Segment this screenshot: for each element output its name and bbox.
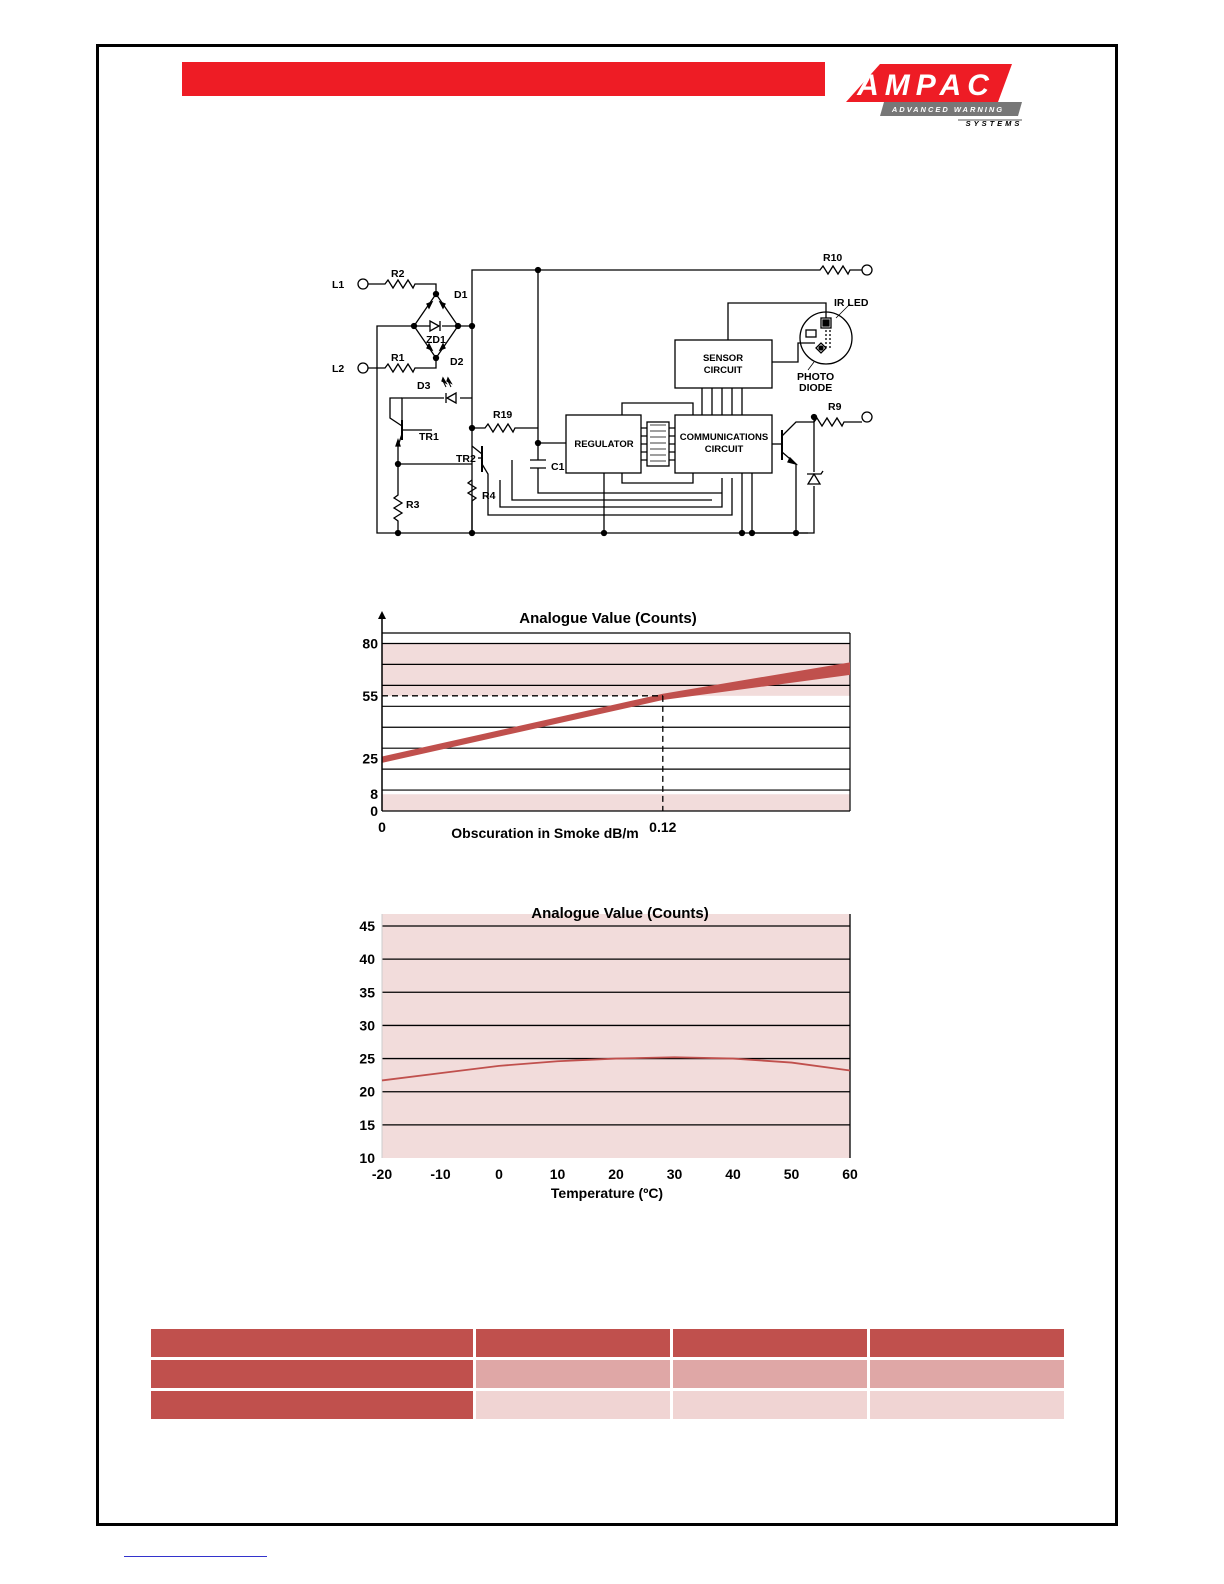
comms-label-2: CIRCUIT (704, 444, 744, 455)
chart1-y-tick-label: 80 (362, 635, 378, 652)
chart1-shaded-band (382, 643, 850, 695)
resistor-r19 (472, 424, 538, 432)
label-r2: R2 (391, 268, 405, 280)
table-cell (673, 1360, 867, 1388)
label-r1: R1 (391, 352, 405, 364)
output-transistor (782, 452, 796, 533)
footer-link-underline[interactable] (124, 1556, 267, 1557)
chart2-y-tick-label: 45 (359, 918, 375, 934)
chart1-y-axis-arrow (378, 611, 386, 619)
logo-tagline-2: SYSTEMS (965, 119, 1023, 128)
chart2-x-tick-label: 0 (495, 1166, 503, 1182)
terminal-r9 (862, 412, 872, 422)
chart2-shaded-area (382, 914, 850, 1158)
logo-brand-text: AMPAC (857, 69, 995, 102)
label-d1: D1 (454, 289, 468, 301)
obscuration-chart (350, 605, 860, 850)
chart1-xlabel: Obscuration in Smoke dB/m (451, 825, 639, 841)
chart1-y-tick-label: 55 (362, 687, 378, 704)
table-cell (870, 1360, 1064, 1388)
label-d2: D2 (450, 356, 464, 368)
table-cell (476, 1360, 670, 1388)
label-tr1: TR1 (419, 431, 439, 443)
table-header-row (151, 1329, 1064, 1357)
ampac-logo (840, 64, 1030, 130)
chart2-y-tick-label: 10 (359, 1150, 375, 1166)
data-table (148, 1326, 1067, 1422)
chart2-x-tick-label: 30 (666, 1166, 683, 1182)
label-l1: L1 (332, 279, 345, 291)
label-r9: R9 (828, 401, 842, 413)
chart2-x-tick-label: 50 (783, 1166, 800, 1182)
header-red-bar (182, 62, 825, 96)
terminal-r10 (862, 265, 872, 275)
chart2-y-tick-label: 30 (359, 1017, 375, 1034)
chart2-y-tick-label: 35 (359, 984, 375, 1001)
table-cell (151, 1360, 473, 1388)
comms-label-1: COMMUNICATIONS (679, 432, 769, 443)
table-cell (151, 1391, 473, 1419)
label-c1: C1 (551, 461, 565, 473)
chart2-x-tick-label: -20 (371, 1166, 393, 1182)
circuit-diagram (330, 250, 890, 540)
chart1-x-tick-label: 0.12 (649, 819, 677, 835)
label-diode: DIODE (799, 382, 833, 394)
label-d3: D3 (417, 380, 431, 392)
resistor-r2 (368, 280, 436, 294)
table-cell (151, 1329, 473, 1357)
regulator-label: REGULATOR (574, 439, 634, 450)
table-cell (673, 1391, 867, 1419)
resistor-r3 (394, 464, 402, 533)
label-tr2: TR2 (456, 453, 476, 465)
chart2-y-tick-label: 20 (359, 1083, 375, 1100)
chart2-y-tick-label: 40 (359, 951, 375, 968)
connector-block (647, 422, 669, 466)
label-r10: R10 (823, 252, 843, 264)
diode-d3 (402, 398, 472, 422)
chart1-x-tick-label: 0 (378, 819, 386, 835)
chart1-y-tick-label: 8 (370, 786, 378, 803)
sensor-label-1: SENSOR (702, 353, 744, 364)
label-l2: L2 (332, 363, 345, 375)
chart2-y-tick-label: 25 (359, 1050, 375, 1067)
sensor-block (675, 340, 772, 388)
chart2-x-tick-label: -10 (430, 1166, 451, 1182)
chart1-shaded-band (382, 794, 850, 811)
chart2-y-tick-label: 15 (359, 1116, 375, 1133)
label-zd1: ZD1 (426, 334, 446, 346)
table-cell (870, 1329, 1064, 1357)
chart2-x-tick-label: 40 (725, 1166, 741, 1182)
table-cell (870, 1391, 1064, 1419)
terminal-l1 (358, 279, 368, 289)
sensor-label-2: CIRCUIT (703, 365, 743, 376)
table-cell (476, 1391, 670, 1419)
label-photo: PHOTO (797, 371, 835, 383)
table-cell (476, 1329, 670, 1357)
chart2-xlabel: Temperature (ºC) (550, 1185, 664, 1201)
temperature-chart (350, 900, 860, 1205)
label-ir-led: IR LED (834, 297, 869, 309)
label-r3: R3 (406, 499, 420, 511)
logo-tagline-1: ADVANCED WARNING (891, 105, 1005, 114)
chart1-y-tick-label: 25 (362, 750, 378, 767)
table-row (151, 1391, 1064, 1419)
positive-rail-r10 (458, 266, 862, 326)
label-r4: R4 (482, 490, 496, 502)
label-r19: R19 (493, 409, 513, 421)
chart1-title: Analogue Value (Counts) (519, 610, 697, 627)
chart2-x-tick-label: 10 (549, 1166, 566, 1182)
table-row (151, 1360, 1064, 1388)
terminal-l2 (358, 363, 368, 373)
resistor-r9 (782, 418, 862, 436)
table-cell (673, 1329, 867, 1357)
chart1-y-tick-label: 0 (370, 803, 378, 819)
transistor-tr1 (390, 398, 402, 426)
chart2-x-tick-label: 60 (842, 1166, 858, 1182)
chart2-x-tick-label: 20 (608, 1166, 624, 1182)
chart2-title: Analogue Value (Counts) (531, 905, 709, 922)
